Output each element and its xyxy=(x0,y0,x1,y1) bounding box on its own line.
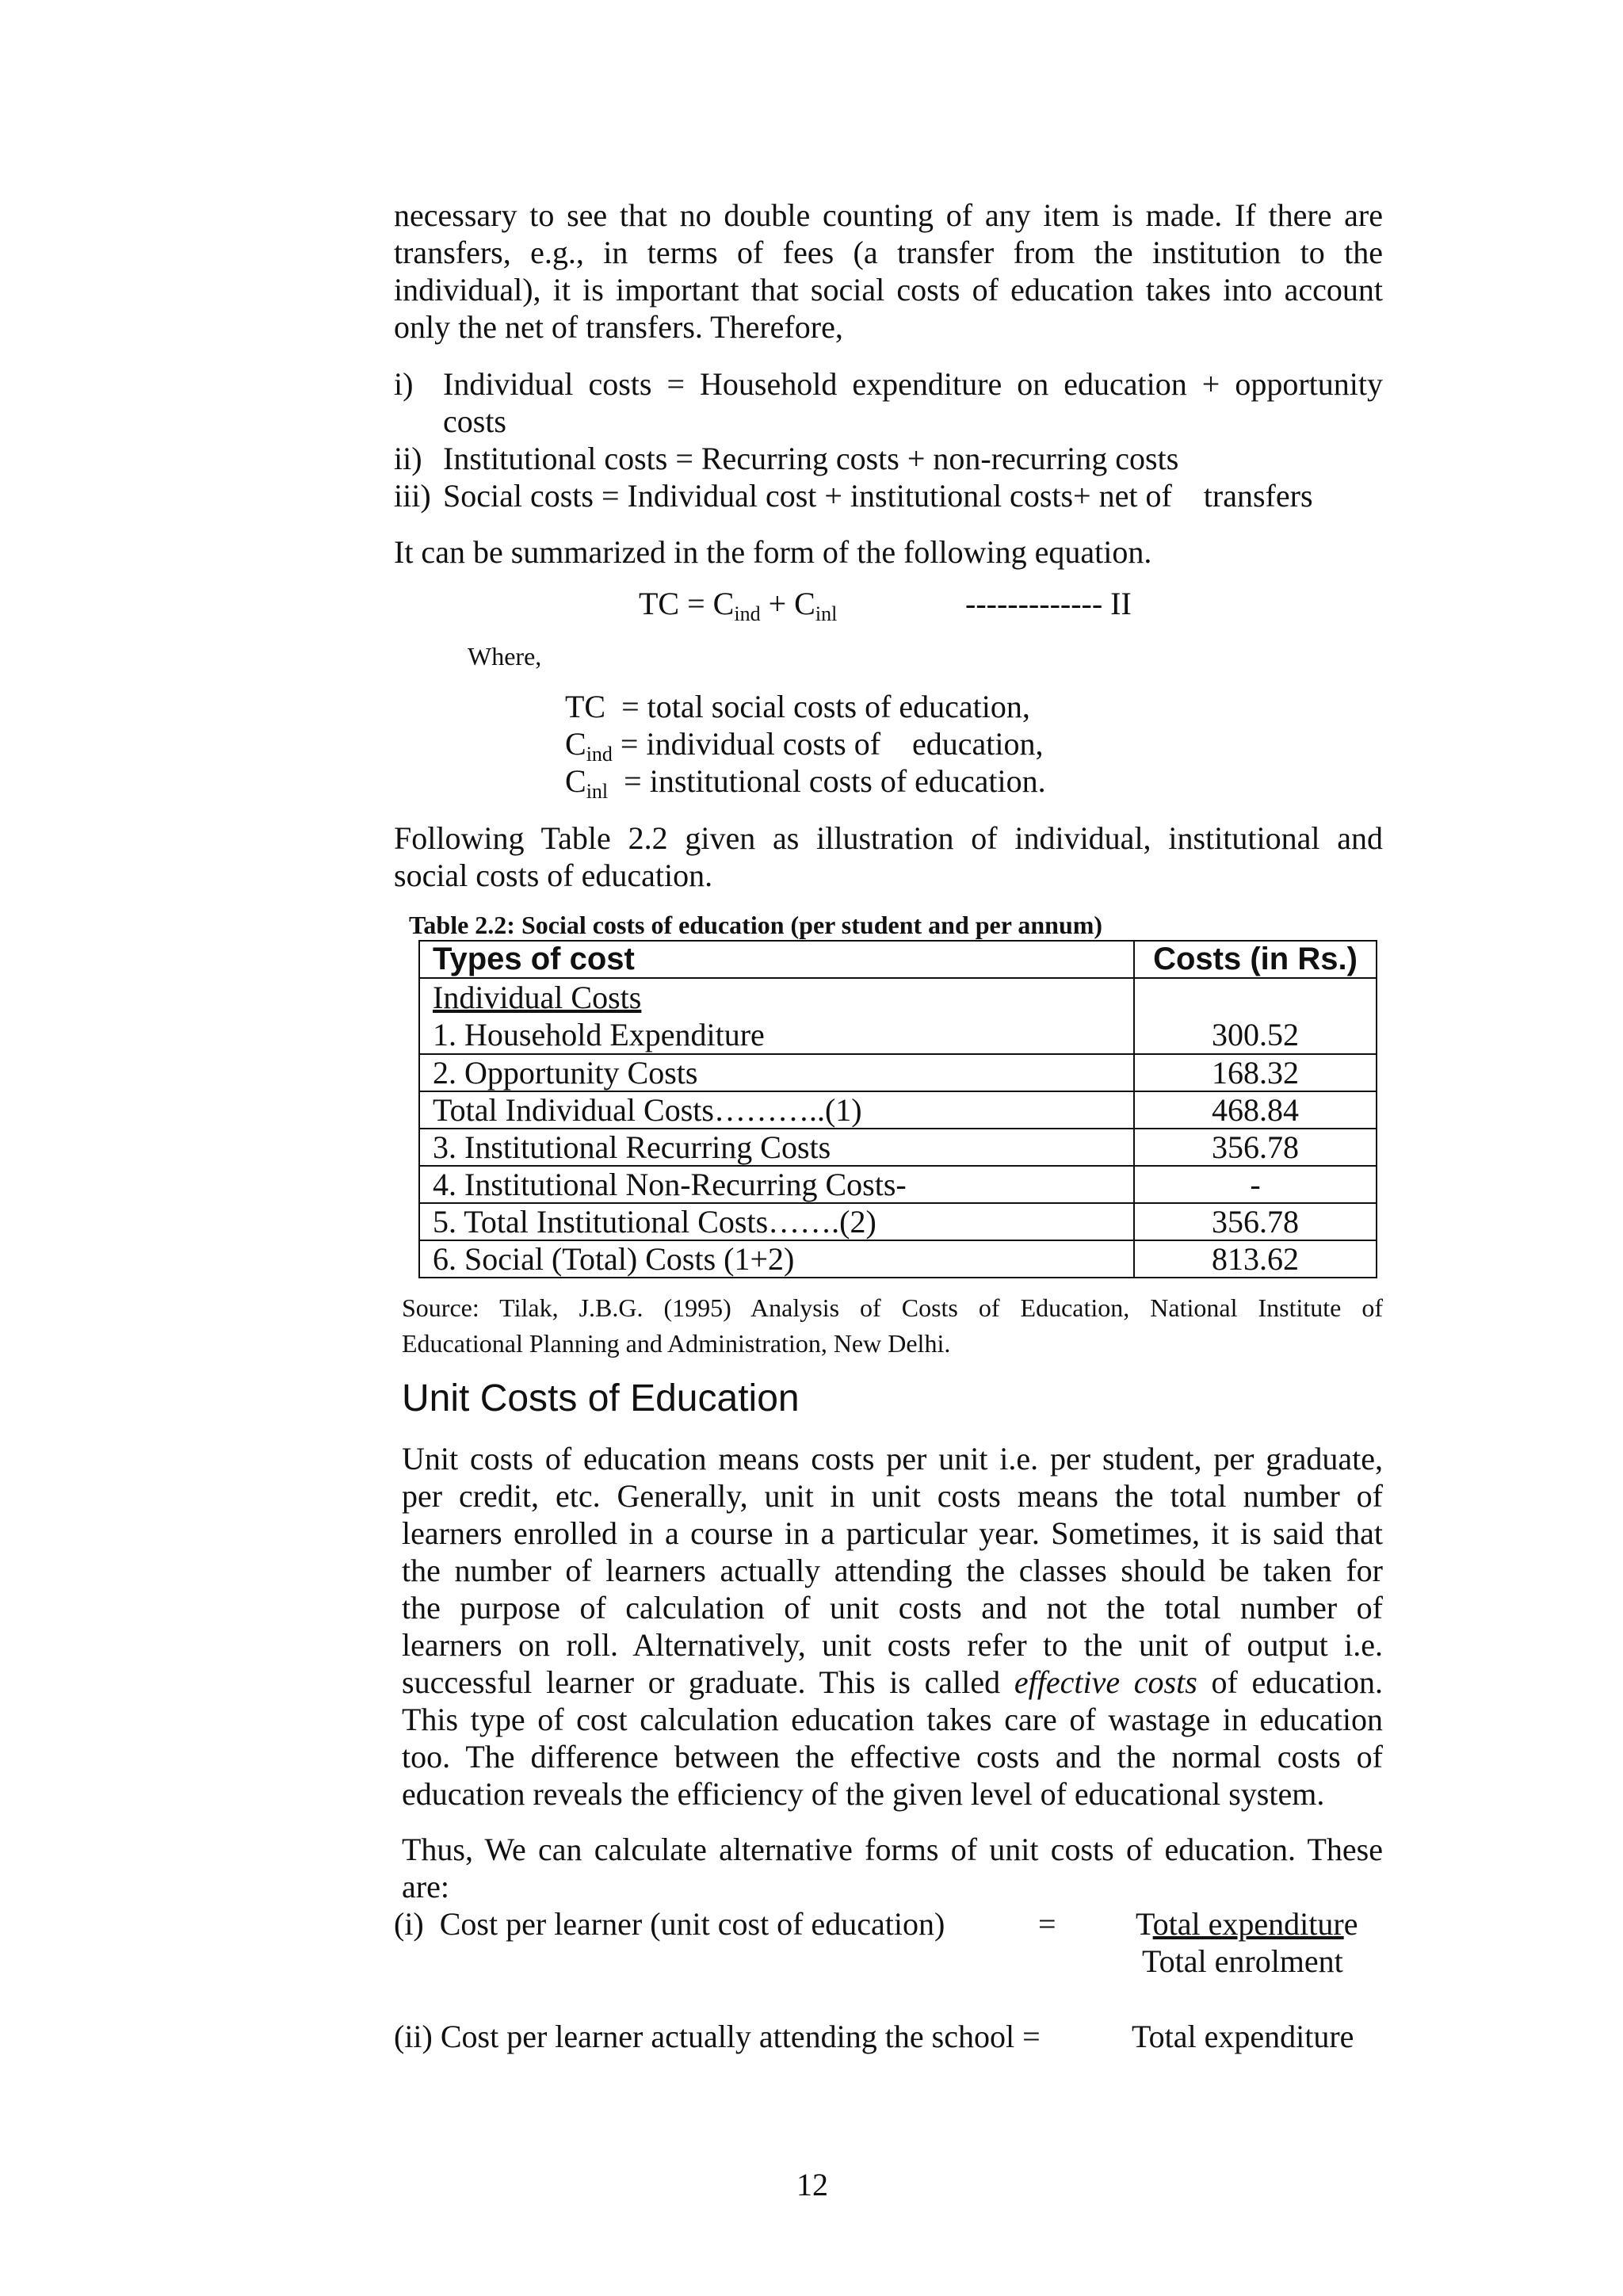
definition-cind: $C_{ind}$ = individual costs of education, xyxy=(565,726,1044,766)
table-row xyxy=(419,1129,1377,1166)
formula-2-numerator: Total expenditure xyxy=(1132,2019,1354,2054)
formula-1-equals: = xyxy=(1038,1906,1056,1942)
intro-line: only the net of transfers. Therefore, xyxy=(394,309,843,345)
equation-label: ------------- II xyxy=(965,586,1132,621)
cost-list-item-1-line-1: Individual costs = Household expenditure on education + opportunity xyxy=(443,366,1383,402)
table-cell-value: 468.84 xyxy=(1134,1091,1377,1129)
table-row xyxy=(419,1054,1377,1091)
intro-line: individual), it is important that social costs of education takes into account xyxy=(394,272,1383,308)
cost-list-item-3-marker: iii) xyxy=(394,478,431,514)
table-row-label: 4. Institutional Non-Recurring Costs- xyxy=(419,1166,1134,1203)
cost-list-item-1-marker: i) xyxy=(394,366,414,402)
formula-1-label: (i) Cost per learner (unit cost of education) xyxy=(394,1906,945,1942)
table-cell-value: 300.52 xyxy=(1134,978,1377,1054)
where-label: Where, xyxy=(468,642,542,670)
intro-line: transfers, e.g., in terms of fees (a transfer from the institution to the xyxy=(394,235,1383,270)
table-row-label: 3. Institutional Recurring Costs xyxy=(419,1129,1134,1166)
section-heading: Unit Costs of Education xyxy=(402,1377,800,1419)
table-cell-value: 813.62 xyxy=(1134,1240,1377,1278)
table-row xyxy=(419,1166,1377,1203)
formula-1-numerator: Total expenditure xyxy=(1136,1906,1358,1942)
definition-tc: TC = total social costs of education, xyxy=(565,689,1030,724)
table-row-label: Total Individual Costs………..(1) xyxy=(419,1091,1134,1129)
unit-costs-paragraph: Unit costs of education means costs per unit i.e. per student, per graduate, per credit, etc. Generally, unit in unit costs means the total number of learners enrolled in a course in a particular year. Sometimes, it is said that the number of learners actually attending the classes should be taken for the purpose of calculation of unit costs and not the total number of learners on roll. Alternatively, unit costs refer to the unit of output i.e. successful learner or graduate. This is called effective costs of education. This type of cost calculation education takes care of wastage in education too. The difference between the effective costs and the normal costs of education reveals the efficiency of the given level of educational system. xyxy=(402,1441,1383,1812)
definition-cinl: $C_{inl}$ = institutional costs of education. xyxy=(565,763,1046,803)
alternatives-paragraph: Thus, We can calculate alternative forms of unit costs of education. These are: xyxy=(402,1832,1383,1904)
following-paragraph: Following Table 2.2 given as illustration of individual, institutional and social costs of education. xyxy=(394,820,1383,893)
cost-list-item-2-text: Institutional costs = Recurring costs + non-recurring costs xyxy=(443,441,1179,476)
table-cell-value: 356.78 xyxy=(1134,1203,1377,1240)
equation: TC = $C_{ind} + C_{inl}$ xyxy=(639,586,838,625)
table-row xyxy=(419,1091,1377,1129)
table-row-label: 2. Opportunity Costs xyxy=(419,1054,1134,1091)
cost-list-item-2-marker: ii) xyxy=(394,441,422,476)
effective-costs-term: effective costs xyxy=(1014,1664,1197,1700)
table-row xyxy=(419,1240,1377,1278)
table-cell-value: 168.32 xyxy=(1134,1054,1377,1091)
table-cell-value: - xyxy=(1134,1166,1377,1203)
formula-1-denominator: Total enrolment xyxy=(1142,1943,1343,1979)
table-row-label: 6. Social (Total) Costs (1+2) xyxy=(419,1240,1134,1278)
table-cell-label xyxy=(419,978,1134,1054)
table-row-label: 1. Household Expenditure xyxy=(433,1017,765,1052)
summary-text: It can be summarized in the form of the following equation. xyxy=(394,534,1152,570)
table-caption: Table 2.2: Social costs of education (per student and per annum) xyxy=(409,911,1103,939)
table-source: Source: Tilak, J.B.G. (1995) Analysis of Costs of Education, National Institute of Educational Planning and Administration, New Delhi. xyxy=(402,1293,1383,1358)
cost-list-item-3-text: Social costs = Individual cost + institutional costs+ net of transfers xyxy=(443,478,1313,514)
table-header-type: Types of cost xyxy=(419,941,1134,978)
costs-table xyxy=(418,940,1377,1278)
intro-paragraph xyxy=(394,197,1383,346)
table-row xyxy=(419,978,1377,1054)
intro-line: necessary to see that no double counting of any item is made. If there are xyxy=(394,197,1383,233)
table-cell-value: 356.78 xyxy=(1134,1129,1377,1166)
page-number: 12 xyxy=(796,2167,828,2202)
table-header-cost: Costs (in Rs.) xyxy=(1134,941,1377,978)
table-row xyxy=(419,1203,1377,1240)
table-header-row xyxy=(419,941,1377,978)
cost-list-item-1-line-2: costs xyxy=(443,403,506,439)
formula-2-label: (ii) Cost per learner actually attending the school = xyxy=(394,2019,1041,2054)
table-row-label: 5. Total Institutional Costs…….(2) xyxy=(419,1203,1134,1240)
table-section-label: Individual Costs xyxy=(433,980,642,1015)
